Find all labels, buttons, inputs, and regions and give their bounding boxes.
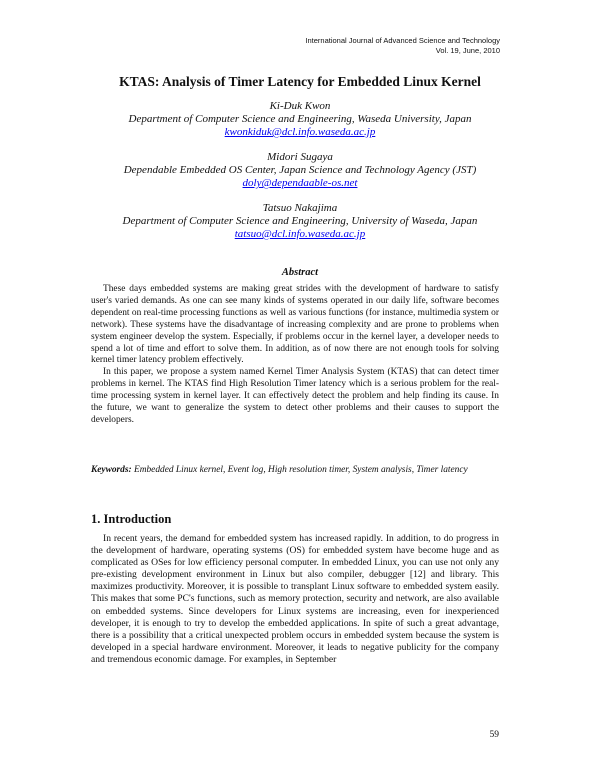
author-email-link[interactable]: tatsuo@dcl.info.waseda.ac.jp bbox=[234, 228, 366, 240]
author-name: Ki-Duk Kwon bbox=[269, 100, 331, 112]
author-block bbox=[0, 202, 600, 241]
abstract-paragraph: In this paper, we propose a system named Kernel Timer Analysis System (KTAS) that can detect timer problems in kernel. The KTAS find High Resolution Timer latency which is a serious problem for the real-time processing system in kernel layer. It can effectively detect the problem and help finding its cause. In the future, we want to generalize the system to detect other problems and their causes to support the developers. bbox=[91, 367, 499, 425]
author-email-link[interactable]: kwonkiduk@dcl.info.waseda.ac.jp bbox=[224, 126, 376, 138]
author-affiliation: Dependable Embedded OS Center, Japan Science and Technology Agency (JST) bbox=[123, 164, 477, 176]
author-list bbox=[0, 100, 600, 253]
paper-title: KTAS: Analysis of Timer Latency for Embedded Linux Kernel bbox=[119, 74, 481, 89]
author-block bbox=[0, 100, 600, 139]
author-affiliation: Department of Computer Science and Engineering, University of Waseda, Japan bbox=[122, 215, 478, 227]
author-name: Midori Sugaya bbox=[267, 151, 333, 163]
abstract-body bbox=[91, 284, 499, 427]
keywords-label: Keywords: bbox=[91, 465, 132, 475]
journal-volume: Vol. 19, June, 2010 bbox=[435, 46, 500, 55]
keywords bbox=[91, 465, 499, 477]
author-email-link[interactable]: doly@dependaable-os.net bbox=[242, 177, 358, 189]
page-number: 59 bbox=[489, 730, 499, 740]
journal-header bbox=[305, 36, 500, 56]
author-block bbox=[0, 151, 600, 190]
section-heading-introduction: 1. Introduction bbox=[91, 512, 172, 526]
author-name: Tatsuo Nakajima bbox=[262, 202, 338, 214]
journal-name: International Journal of Advanced Science and Technology bbox=[305, 36, 500, 45]
abstract-paragraph: These days embedded systems are making great strides with the development of hardware to satisfy user's varied demands. As one can see many kinds of systems operated in our daily life, software becomes dependent on real-time processing functions as well as various functions (for instance, multimedia system or network). These systems have the disadvantage of increasing complexity and are prone to problems when system engineer develop the system. Especially, if problems occur in the kernel layer, a developer needs to spend a lot of time and effort to solve them. In addition, as of now there are not enough tools for solving kernel timer latency problem effectively. bbox=[91, 284, 499, 366]
author-affiliation: Department of Computer Science and Engineering, Waseda University, Japan bbox=[128, 113, 472, 125]
introduction-paragraph: In recent years, the demand for embedded system has increased rapidly. In addition, to do progress in the development of hardware, operating systems (OS) for embedded system have become huge and as complicated as OSes for low efficiency personal computer. In embedded Linux, you can use not only any pre-existing development environment in Linux but also compiler, debugger [12] and library. This maximizes productivity. Moreover, it is possible to transplant Linux software to embedded system easily. This makes that some PC's functions, such as memory protection, security and network, are also available on embedded systems. Since developers for Linux systems are increasing, even for inexperienced developer, it is enough to try to develop the embedded applications. In spite of such a great advantage, there is a possibility that a critical unexpected problem occurs in embedded system because the system is developed in a special hardware environment. Moreover, it leads to negative publicity for the company and tremendous economic damage. For examples, in September bbox=[91, 533, 499, 665]
abstract-heading: Abstract bbox=[281, 267, 319, 278]
keywords-list: Embedded Linux kernel, Event log, High resolution timer, System analysis, Timer latency bbox=[133, 465, 468, 475]
